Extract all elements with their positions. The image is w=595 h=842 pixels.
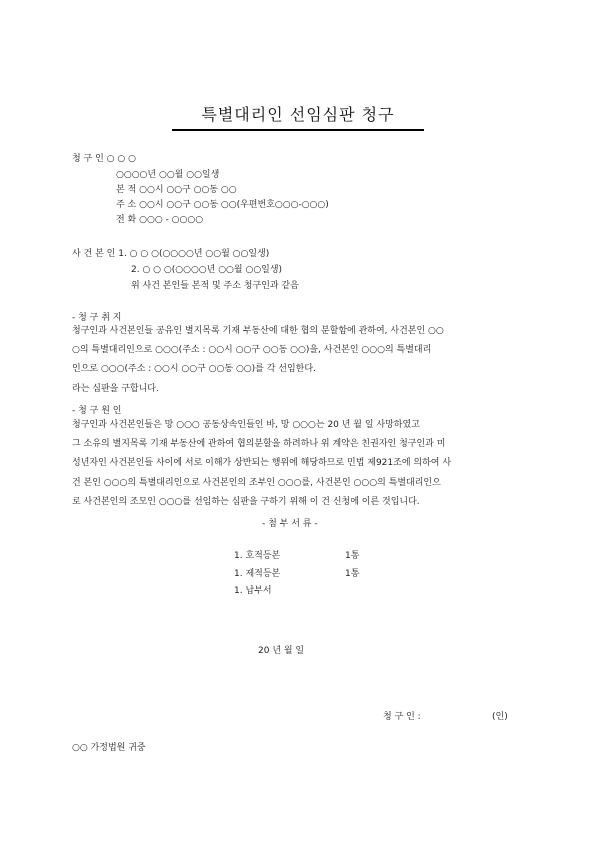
attachment-item-name: 1. 납부서 xyxy=(234,586,272,596)
signature-label: 청 구 인 : xyxy=(383,712,421,722)
claimant-domicile: 본 적 ○○시 ○○구 ○○동 ○○ xyxy=(116,185,237,195)
reason-heading: - 청 구 원 인 xyxy=(72,406,122,416)
reason-line: 성년자인 사건본인들 사이에 서로 이해가 상반되는 행위에 해당하므로 민법 제921조에 의하여 사 xyxy=(72,458,452,469)
principal-line-1: 사 건 본 인 1. ○ ○ ○(○○○○년 ○○월 ○○일생) xyxy=(72,249,270,259)
principal-note: 위 사건 본인들 본적 및 주소 청구인과 같음 xyxy=(131,281,299,291)
reason-line: 건 본인 ○○○의 특별대리인으로 사건본인의 조부인 ○○○를, 사건본인 ○○○의 특별대리인으 xyxy=(72,477,441,488)
seal-mark: (인) xyxy=(492,712,508,722)
claimant-phone: 전 화 ○○○ - ○○○○ xyxy=(116,215,204,225)
purpose-heading: - 청 구 취 지 xyxy=(72,313,122,323)
reason-line: 로 사건본인의 조모인 ○○○를 선임하는 심판을 구하기 위해 이 건 신청에 이른 것입니다. xyxy=(72,496,420,507)
reason-line: 청구인과 사건본인들은 망 ○○○ 공동상속인들인 바, 망 ○○○는 20 년 월 일 사망하였고 xyxy=(72,420,420,430)
claimant-label: 청 구 인 ○ ○ ○ xyxy=(72,154,136,164)
attachment-item-qty: 1통 xyxy=(345,569,360,579)
purpose-paragraph xyxy=(72,322,524,399)
court-addressee: ○○ 가정법원 귀중 xyxy=(72,743,146,753)
purpose-line: 인으로 ○○○(주소 : ○○시 ○○구 ○○동 ○○)를 각 선임한다. xyxy=(72,364,316,375)
date-line: 20 년 월 일 xyxy=(258,646,305,656)
purpose-line: 라는 심판을 구합니다. xyxy=(72,383,159,394)
purpose-line: 청구인과 사건본인들 공유인 별지목록 기재 부동산에 대한 협의 분할함에 관하여, 사건본인 ○○ xyxy=(72,326,444,336)
reason-line: 그 소유의 별지목록 기재 부동산에 관하여 협의분할을 하려하나 위 계약은 친권자인 청구인과 미 xyxy=(72,439,446,450)
claimant-birth: ○○○○년 ○○월 ○○일생 xyxy=(116,170,220,180)
purpose-line: ○의 특별대리인으로 ○○○(주소 : ○○시 ○○구 ○○동 ○○)을, 사건본인 ○○○의 특별대리 xyxy=(72,345,432,356)
claimant-address: 주 소 ○○시 ○○구 ○○동 ○○(우편번호○○○-○○○) xyxy=(116,200,329,210)
attachment-item-name: 1. 호적등본 xyxy=(234,551,281,561)
attachment-item-name: 1. 제적등본 xyxy=(234,569,281,579)
reason-paragraph xyxy=(72,416,524,512)
attachment-item-qty: 1통 xyxy=(345,551,360,561)
attachments-heading: - 첨 부 서 류 - xyxy=(262,519,318,529)
principal-line-2: 2. ○ ○ ○(○○○○년 ○○월 ○○일생) xyxy=(131,265,283,275)
document-title: 특별대리인 선임심판 청구 xyxy=(172,102,424,131)
